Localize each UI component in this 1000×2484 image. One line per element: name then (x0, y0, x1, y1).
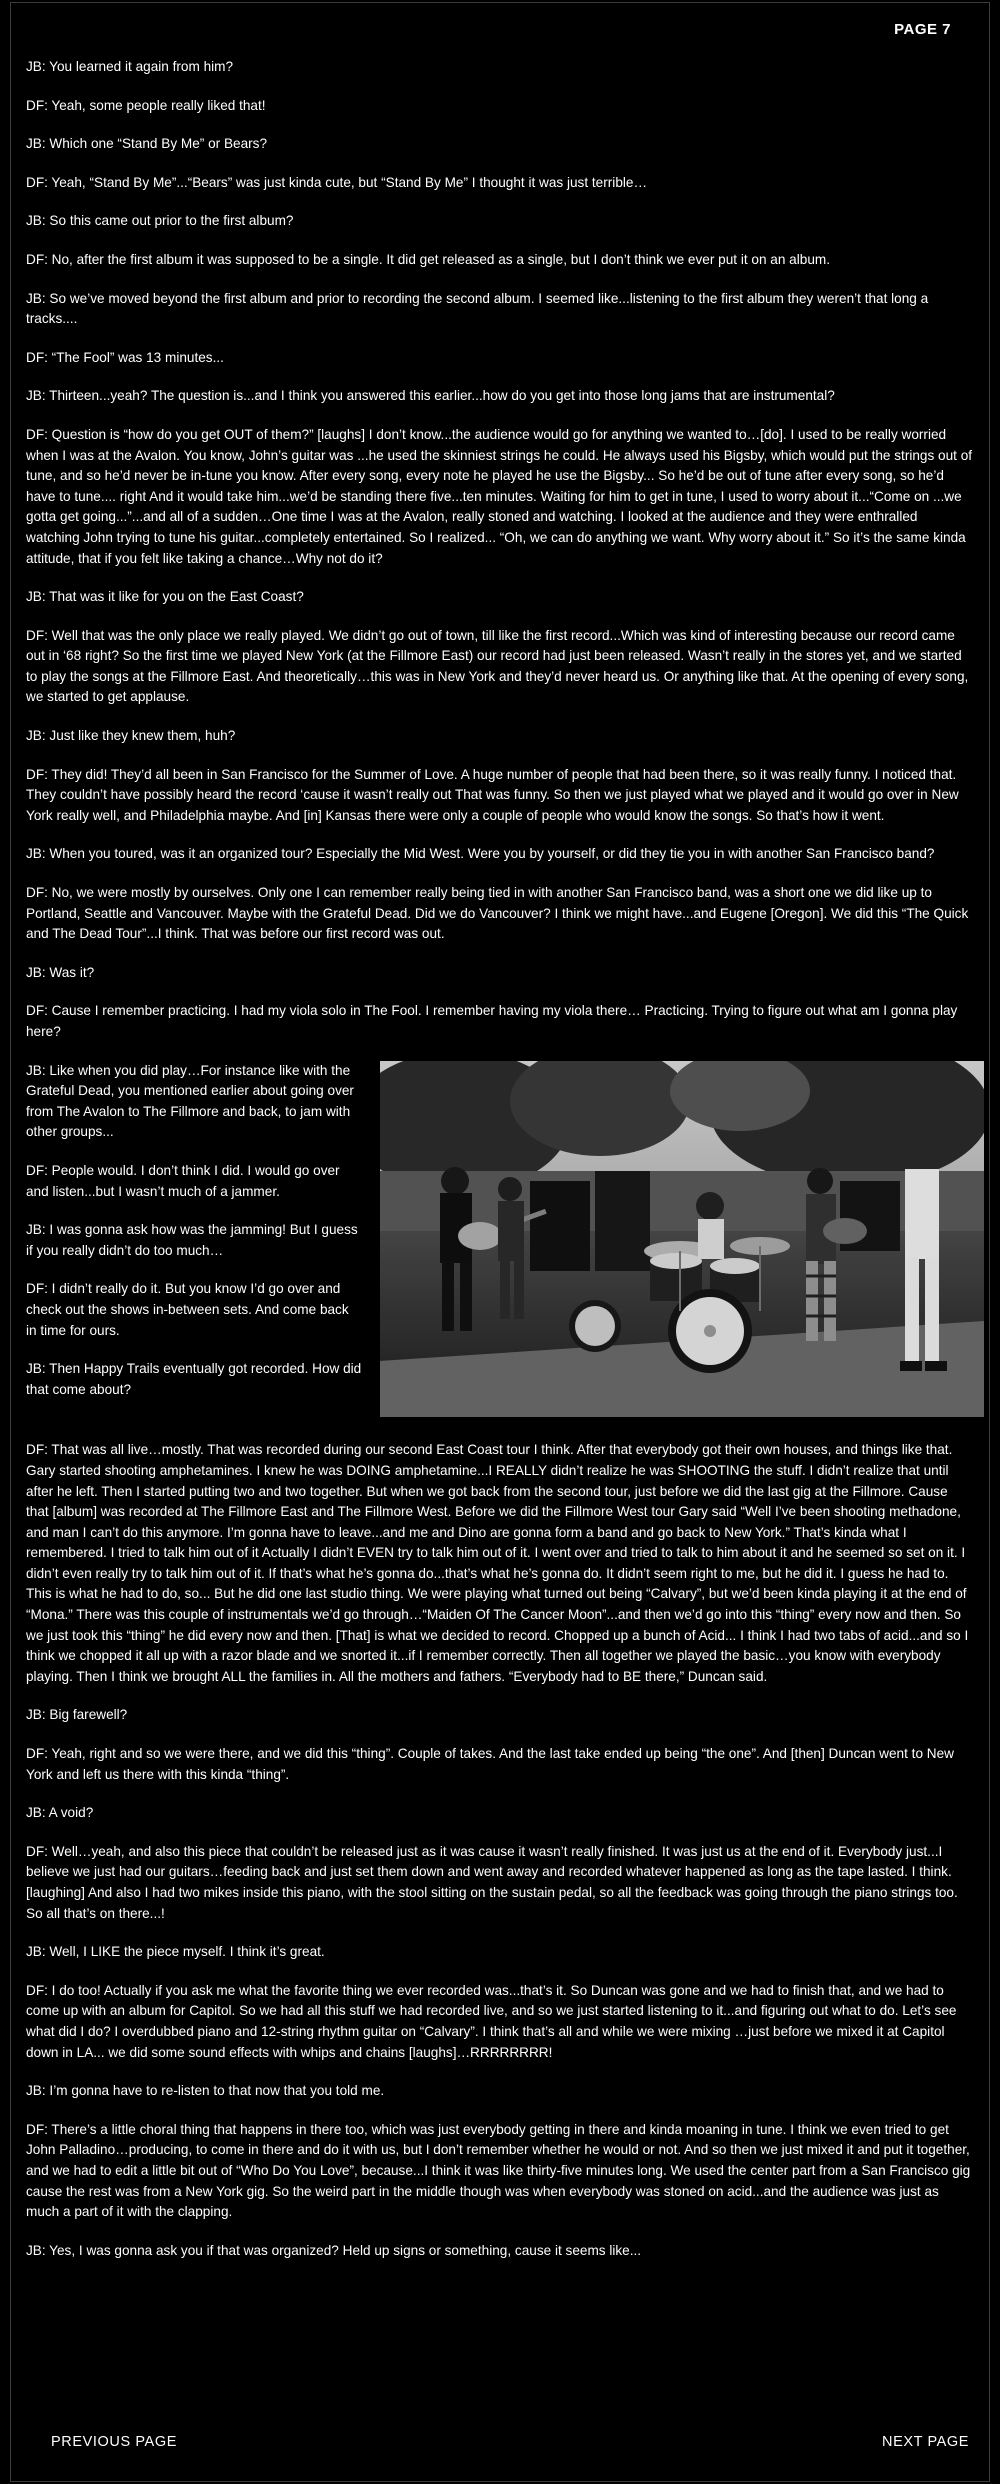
interview-paragraph: DF: There’s a little choral thing that happens in there too, which was just everybody getting in there and kinda moaning in tune. I think we even tried to get John Palladino…producing, to come in there and do it with us, but I don’t remember whether he would or not. And so then we just mixed it and put it together, and we had to edit a little bit out of “Who Do You Love”, because...I think it was like thirty-five minutes long. We used the center part from a San Francisco gig cause the rest was from a New York gig. So the weird part in the middle though was when everybody was stoned on acid...and the audience was just as much a part of it with the clapping. (26, 2121, 971, 2220)
interview-paragraph: DF: That was all live…mostly. That was recorded during our second East Coast tour I think. After that everybody got their own houses, and things like that. Gary started shooting amphetamines. I knew he was DOING amphetamine...I REALLY didn’t realize he was SHOOTING the stuff. I didn’t realize that until after he left. Then I started putting two and two together. But when we got back from the second tour, just before we did the last gig at the Fillmore. Cause that [album] was recorded at The Fillmore East and The Fillmore West. Before we did the Fillmore West tour Gary said “Well I’ve been shooting methadone, and man I can’t do this anymore. I’m gonna have to leave...and me and Dino are gonna form a band and go back to New York.” That’s kinda what I remembered. I tried to talk him out of it Actually I didn’t EVEN try to talk him out of it. I went over and tried to talk to him about it and he seemed so set on it. I didn’t even really try to talk him out of it. If that’s what he’s gonna do...that’s what he’s gonna do. It didn’t seem right to me, but he did it. I guess he had to. This is what he had to do, so... But he did one last studio thing. We were playing what turned out being “Calvary”, but we’d been kinda playing it at the end of “Mona.” There was this couple of instrumentals we’d go through…“Maiden Of The Cancer Moon”...and then we’d go into this “thing” every now and then. So we just took this “thing” he did every now and then. [That] is what we decided to record. Chopped up a bunch of Acid... I think I had two tabs of acid...and so I think we chopped it all up with a razor blade and we snorted it...if I remember correctly. Then all together we played the basic…you know with everybody playing. Then I think we brought ALL the families in. All the mothers and fathers. “Everybody had to BE there,” Duncan said. (26, 1442, 969, 1684)
next-page-link[interactable]: NEXT PAGE (882, 2434, 970, 2450)
interview-content (26, 57, 974, 2279)
interview-paragraph: DF: Well…yeah, and also this piece that couldn’t be released just as it was cause it wasn’t really finished. It was just us at the end of it. Everybody just...I believe we just had our guitars…feeding back and just set them down and went away and recorded whatever happened as long as the tape lasted. I think. [laughing] And also I had two mikes inside this piano, with the stool sitting on the sustain pedal, so all the feedback was going through the piano strings too. So all that’s on there...! (26, 1843, 958, 1921)
interview-paragraph: DF: I do too! Actually if you ask me what the favorite thing we ever recorded was...that’s it. So Duncan was gone and we had to finish that, and we had to come up with an album for Capitol. So we had all this stuff we had recorded live, and so we just started listening to it...and figuring out what to do. Let’s see what did I do? I overdubbed piano and 12-string rhythm guitar on “Calvary”. I think that’s all and while we were mixing …just before we mixed it at Capitol down in LA... we did some sound effects with whips and chains [laughs]…RRRRRRRR! (26, 1982, 957, 2060)
interview-paragraph: JB: So we’ve moved beyond the first album and prior to recording the second album. I seemed like...listening to the first album they weren’t that long a tracks.... (26, 290, 929, 327)
interview-top-section (26, 57, 974, 1043)
interview-paragraph: JB: Which one “Stand By Me” or Bears? (26, 136, 268, 152)
interview-paragraph: JB: I was gonna ask how was the jamming! But I guess if you really didn’t do too much… (26, 1222, 358, 1258)
photo-side-text (26, 1061, 362, 1419)
interview-paragraph: JB: Just like they knew them, huh? (26, 728, 236, 744)
interview-paragraph: JB: Yes, I was gonna ask you if that was organized? Held up signs or something, cause it seems like... (26, 2242, 642, 2258)
page-number: PAGE 7 (894, 21, 951, 38)
interview-paragraph: JB: You learned it again from him? (26, 59, 234, 74)
interview-paragraph: JB: So this came out prior to the first album? (26, 213, 294, 229)
interview-paragraph: JB: A void? (26, 1805, 94, 1821)
interview-paragraph: DF: No, we were mostly by ourselves. Only one I can remember really being tied in with another San Francisco band, was a short one we did like up to Portland, Seattle and Vancouver. Maybe with the Grateful Dead. Did we do Vancouver? I think we might have...and Eugene [Oregon]. We did this “The Quick and The Dead Tour”...I think. That was before our first record was out. (26, 885, 969, 942)
page-frame (10, 2, 990, 2482)
interview-paragraph: JB: Big farewell? (26, 1707, 128, 1723)
interview-paragraph: DF: They did! They’d all been in San Francisco for the Summer of Love. A huge number of people that had been there, so it was really funny. I noticed that. They couldn’t have possibly heard the record ‘cause it wasn’t really out That was funny. So then we just played what we played and it would go over in New York really well, and Philadelphia maybe. And [in] Kansas there were only a couple of people who would know the songs. So that’s how it went. (26, 766, 959, 823)
interview-paragraph: DF: Cause I remember practicing. I had my viola solo in The Fool. I remember having my viola there… Practicing. Trying to figure out what am I gonna play here? (26, 1003, 958, 1039)
interview-bottom-section (26, 1440, 974, 2261)
interview-paragraph: JB: Thirteen...yeah? The question is...and I think you answered this earlier...how do you get into those long jams that are instrumental? (26, 388, 835, 404)
interview-paragraph: JB: Well, I LIKE the piece myself. I think it’s great. (26, 1944, 325, 1960)
interview-paragraph: JB: When you toured, was it an organized tour? Especially the Mid West. Were you by yourself, or did they tie you in with another San Francisco band? (26, 846, 935, 862)
interview-paragraph: JB: Then Happy Trails eventually got recorded. How did that come about? (26, 1361, 362, 1397)
band-photo-image (380, 1061, 984, 1417)
interview-paragraph: JB: Was it? (26, 964, 95, 980)
interview-paragraph: DF: Question is “how do you get OUT of them?” [laughs] I don’t know...the audience would go for anything we wanted to…[do]. I used to be really worried when I was at the Avalon. You know, John’s guitar was ...he used the skinniest strings he could. He always used his Bigsby, which would put the strings out of tune, and so he’d never be in-tune you know. After every song, every note he played he use the Bigsby... So he’d be out of tune after every song, so he’d have to tune.... right And it would take him...we’d be standing there five...ten minutes. Waiting for him to get in tune, I used to worry about it...“Come on ...we gotta get going...”...and all of a sudden…One time I was at the Avalon, really stoned and watching. I looked at the audience and they were enthralled watching John trying to tune his guitar...completely entertained. So I realized... “Oh, we can do anything we want. Why worry about it.” So it’s the same kinda attitude, that if you felt like taking a chance…Why not do it? (26, 426, 973, 566)
interview-paragraph: DF: No, after the first album it was supposed to be a single. It did get released as a single, but I don’t think we ever put it on an album. (26, 251, 830, 267)
interview-paragraph: JB: I’m gonna have to re-listen to that now that you told me. (26, 2083, 385, 2099)
interview-paragraph: DF: Yeah, right and so we were there, and we did this “thing”. Couple of takes. And the last take ended up being “the one”. And [then] Duncan went to New York and left us there with this kinda “thing”. (26, 1746, 954, 1782)
band-photo (380, 1061, 984, 1417)
interview-paragraph: DF: Yeah, some people really liked that! (26, 97, 266, 113)
interview-paragraph: JB: Like when you did play…For instance like with the Grateful Dead, you mentioned earlier about going over from The Avalon to The Fillmore and back, to jam with other groups... (26, 1062, 354, 1140)
photo-section (26, 1061, 974, 1419)
interview-paragraph: DF: People would. I don’t think I did. I would go over and listen...but I wasn’t much of a jammer. (26, 1162, 340, 1199)
previous-page-link[interactable]: PREVIOUS PAGE (51, 2434, 177, 2450)
interview-paragraph: DF: I didn’t really do it. But you know I’d go over and check out the shows in-between sets. And come back in time for ours. (26, 1281, 349, 1338)
interview-paragraph: DF: Well that was the only place we really played. We didn’t go out of town, till like the first record...Which was kind of interesting because our record came out in ‘68 right? So the first time we played New York (at the Fillmore East) our record had just been released. Wasn’t really in the stores yet, and we started to play the songs at the Fillmore East. And theoretically…this was in New York and they’d never heard us. Or anything like that. At the opening of every song, we started to get applause. (26, 627, 969, 705)
interview-paragraph: DF: “The Fool” was 13 minutes... (26, 349, 224, 365)
interview-paragraph: DF: Yeah, “Stand By Me”...“Bears” was just kinda cute, but “Stand By Me” I thought it was just terrible… (26, 174, 648, 190)
interview-paragraph: JB: That was it like for you on the East Coast? (26, 589, 304, 605)
